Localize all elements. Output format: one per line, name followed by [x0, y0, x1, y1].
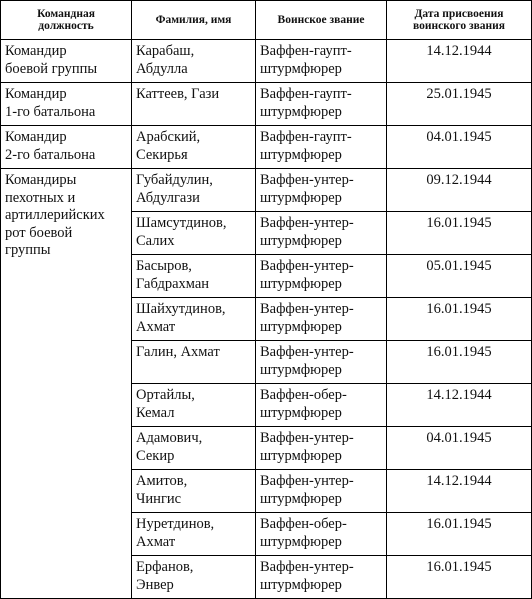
rank-line: Ваффен-унтер- [260, 430, 354, 446]
rank-line: Ваффен-обер- [260, 516, 347, 532]
rank-line: штурмфюрер [260, 189, 342, 206]
name-line: Секир [136, 447, 175, 464]
rank-line: штурмфюрер [260, 146, 342, 163]
header-date-line-1: Дата присвоения [414, 8, 504, 20]
rank-line: Ваффен-унтер- [260, 473, 354, 489]
cell-name [132, 212, 256, 255]
name-line: Чингис [136, 490, 182, 507]
rank-line: штурмфюрер [260, 576, 342, 593]
cell-name [132, 169, 256, 212]
position-line: Командир [5, 43, 67, 59]
cell-date: 16.01.1945 [387, 341, 532, 384]
rank-line: Ваффен-гаупт- [260, 43, 352, 59]
name-line: Абдулгази [136, 189, 200, 206]
rank-line: штурмфюрер [260, 490, 342, 507]
position-line: Командир [5, 129, 67, 145]
rank-line: штурмфюрер [260, 318, 342, 335]
position-line: группы [5, 242, 51, 258]
name-line: Галин, Ахмат [136, 344, 220, 360]
rank-line: штурмфюрер [260, 533, 342, 550]
cell-rank [256, 384, 387, 427]
cell-name [132, 470, 256, 513]
cell-rank [256, 341, 387, 384]
cell-rank [256, 513, 387, 556]
name-line: Кемал [136, 404, 175, 421]
cell-name [132, 255, 256, 298]
header-name [132, 1, 256, 40]
cell-rank [256, 470, 387, 513]
position-line: 2-го батальона [5, 146, 96, 163]
cell-position [1, 126, 132, 169]
header-position [1, 1, 132, 40]
rank-line: Ваффен-гаупт- [260, 129, 352, 145]
cell-name [132, 556, 256, 599]
name-line: Басыров, [136, 258, 192, 274]
name-line: Губайдулин, [136, 172, 213, 188]
cell-name [132, 427, 256, 470]
name-line: Габдрахман [136, 275, 210, 292]
position-line: рот боевой [5, 224, 73, 241]
name-line: Абдулла [136, 60, 188, 77]
rank-line: Ваффен-унтер- [260, 559, 354, 575]
rank-line: Ваффен-гаупт- [260, 86, 352, 102]
cell-position [1, 169, 132, 599]
position-line: артиллерийских [5, 207, 105, 223]
cell-rank [256, 126, 387, 169]
cell-name [132, 83, 256, 126]
cell-position [1, 83, 132, 126]
rank-line: штурмфюрер [260, 447, 342, 464]
table-row [1, 83, 532, 126]
header-name-line-1: Фамилия, имя [155, 14, 232, 26]
position-line: боевой группы [5, 60, 98, 77]
cell-rank [256, 255, 387, 298]
header-date [387, 1, 532, 40]
cell-name [132, 384, 256, 427]
table-row [1, 169, 532, 212]
cell-name [132, 298, 256, 341]
cell-date: 16.01.1945 [387, 212, 532, 255]
rank-line: штурмфюрер [260, 232, 342, 249]
cell-date: 25.01.1945 [387, 83, 532, 126]
cell-date: 16.01.1945 [387, 513, 532, 556]
name-line: Арабский, [136, 129, 201, 145]
header-row [1, 1, 532, 40]
header-date-line-2: воинского звания [412, 20, 506, 32]
cell-date: 05.01.1945 [387, 255, 532, 298]
rank-line: штурмфюрер [260, 361, 342, 378]
position-line: Командир [5, 86, 67, 102]
rank-line: Ваффен-унтер- [260, 301, 354, 317]
cell-rank [256, 169, 387, 212]
table-row [1, 126, 532, 169]
header-position-line-2: должность [38, 20, 94, 32]
cell-name [132, 341, 256, 384]
name-line: Шамсутдинов, [136, 215, 227, 231]
cell-position [1, 40, 132, 83]
position-line: пехотных и [5, 189, 76, 206]
rank-line: Ваффен-обер- [260, 387, 347, 403]
rank-line: Ваффен-унтер- [260, 344, 354, 360]
cell-date: 09.12.1944 [387, 169, 532, 212]
cell-rank [256, 40, 387, 83]
cell-date: 16.01.1945 [387, 298, 532, 341]
rank-line: штурмфюрер [260, 275, 342, 292]
cell-date: 04.01.1945 [387, 427, 532, 470]
name-line: Ахмат [136, 318, 176, 335]
cell-name [132, 513, 256, 556]
cell-rank [256, 427, 387, 470]
cell-rank [256, 298, 387, 341]
cell-name [132, 126, 256, 169]
header-position-line-1: Командная [37, 8, 95, 20]
name-line: Амитов, [136, 473, 188, 489]
cell-date: 14.12.1944 [387, 40, 532, 83]
name-line: Ахмат [136, 533, 176, 550]
name-line: Энвер [136, 576, 174, 593]
name-line: Шайхутдинов, [136, 301, 226, 317]
table-body [1, 40, 532, 599]
name-line: Каттеев, Гази [136, 86, 220, 102]
cell-date: 14.12.1944 [387, 384, 532, 427]
cell-rank [256, 556, 387, 599]
name-line: Ортайлы, [136, 387, 195, 403]
rank-line: штурмфюрер [260, 404, 342, 421]
table-row [1, 40, 532, 83]
cell-rank [256, 83, 387, 126]
position-line: 1-го батальона [5, 103, 96, 120]
rank-line: штурмфюрер [260, 60, 342, 77]
header-rank [256, 1, 387, 40]
rank-line: Ваффен-унтер- [260, 172, 354, 188]
table-header [1, 1, 532, 40]
name-line: Карабаш, [136, 43, 195, 59]
position-line: Командиры [5, 172, 77, 188]
cell-name [132, 40, 256, 83]
cell-date: 14.12.1944 [387, 470, 532, 513]
name-line: Салих [136, 232, 175, 249]
rank-line: штурмфюрер [260, 103, 342, 120]
name-line: Секирья [136, 146, 188, 163]
cell-date: 16.01.1945 [387, 556, 532, 599]
cell-date: 04.01.1945 [387, 126, 532, 169]
rank-line: Ваффен-унтер- [260, 258, 354, 274]
header-rank-line-1: Воинское звание [277, 14, 365, 26]
rank-line: Ваффен-унтер- [260, 215, 354, 231]
cell-rank [256, 212, 387, 255]
name-line: Ерфанов, [136, 559, 194, 575]
name-line: Адамович, [136, 430, 203, 446]
name-line: Нуретдинов, [136, 516, 215, 532]
